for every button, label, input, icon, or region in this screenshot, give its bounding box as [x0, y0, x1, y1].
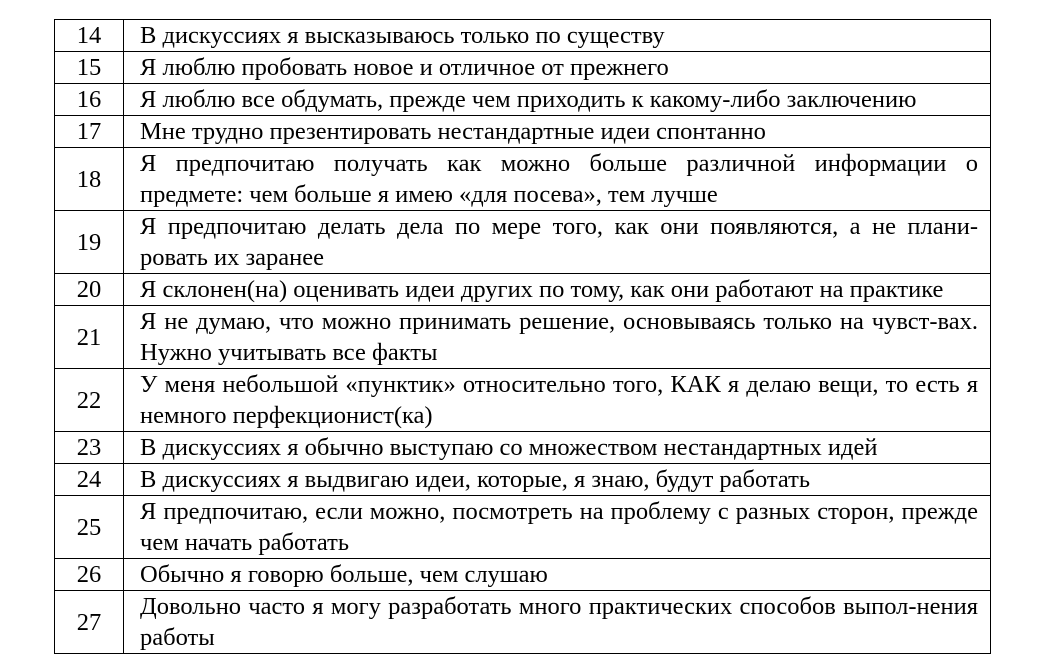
table-row	[55, 559, 991, 591]
table-row	[55, 496, 991, 559]
row-number: 20	[55, 274, 124, 306]
row-number: 15	[55, 52, 124, 84]
row-statement: В дискуссиях я высказываюсь только по существу	[124, 20, 991, 52]
table-row	[55, 591, 991, 654]
table-row	[55, 84, 991, 116]
row-statement: Я не думаю, что можно принимать решение, основываясь только на чувст-вах. Нужно учитывать все факты	[140, 308, 978, 366]
row-statement: Я склонен(на) оценивать идеи других по тому, как они работают на практике	[124, 274, 991, 306]
row-statement: У меня небольшой «пунктик» относительно того, КАК я делаю вещи, то есть я немного перфекционист(ка)	[140, 371, 978, 429]
row-number: 18	[55, 148, 124, 211]
row-number: 19	[55, 211, 124, 274]
row-statement-cell	[124, 211, 991, 274]
row-number: 25	[55, 496, 124, 559]
row-statement-cell	[124, 306, 991, 369]
row-number: 22	[55, 369, 124, 432]
row-number: 23	[55, 432, 124, 464]
row-number: 16	[55, 84, 124, 116]
row-statement: Я предпочитаю, если можно, посмотреть на проблему с разных сторон, прежде чем начать работать	[140, 498, 978, 556]
row-statement-cell	[124, 496, 991, 559]
row-number: 24	[55, 464, 124, 496]
row-statement-cell	[124, 148, 991, 211]
row-statement-cell	[124, 591, 991, 654]
row-number: 17	[55, 116, 124, 148]
row-statement: Я люблю пробовать новое и отличное от прежнего	[124, 52, 991, 84]
table-row	[55, 369, 991, 432]
row-statement: Обычно я говорю больше, чем слушаю	[124, 559, 991, 591]
row-statement: Мне трудно презентировать нестандартные идеи спонтанно	[124, 116, 991, 148]
row-statement: В дискуссиях я обычно выступаю со множеством нестандартных идей	[124, 432, 991, 464]
questionnaire-table	[54, 19, 991, 654]
row-number: 26	[55, 559, 124, 591]
table-row	[55, 116, 991, 148]
row-number: 27	[55, 591, 124, 654]
row-statement-cell	[124, 369, 991, 432]
row-statement: Я предпочитаю делать дела по мере того, как они появляются, а не плани-ровать их заранее	[140, 213, 978, 271]
table-row	[55, 20, 991, 52]
table-row	[55, 274, 991, 306]
table-row	[55, 52, 991, 84]
table-row	[55, 464, 991, 496]
row-statement: Я предпочитаю получать как можно больше различной информации о предмете: чем больше я имею «для посева», тем лучше	[140, 150, 978, 208]
row-statement: Я люблю все обдумать, прежде чем приходить к какому-либо заключению	[124, 84, 991, 116]
table-row	[55, 306, 991, 369]
row-statement: Довольно часто я могу разработать много практических способов выпол-нения работы	[140, 593, 978, 651]
row-statement: В дискуссиях я выдвигаю идеи, которые, я знаю, будут работать	[124, 464, 991, 496]
table-row	[55, 211, 991, 274]
table-row	[55, 148, 991, 211]
row-number: 14	[55, 20, 124, 52]
row-number: 21	[55, 306, 124, 369]
table-row	[55, 432, 991, 464]
